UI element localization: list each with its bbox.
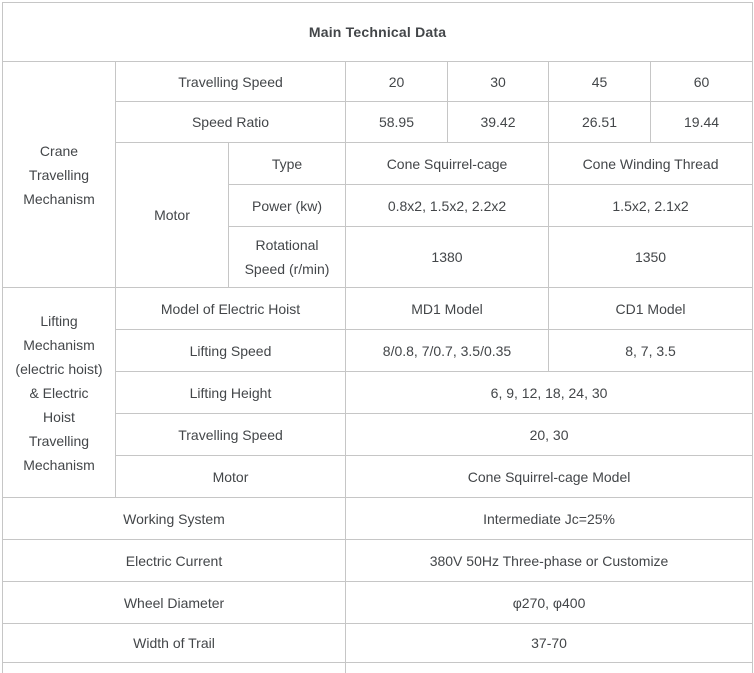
working-system-value: Intermediate Jc=25% [346, 498, 753, 540]
lifting-speed-value: 8/0.8, 7/0.7, 3.5/0.35 [346, 330, 549, 372]
table-row [3, 288, 753, 330]
row-label-lifting-speed: Lifting Speed [116, 330, 346, 372]
row-label-hoist-model: Model of Electric Hoist [116, 288, 346, 330]
table-row [3, 143, 753, 185]
row-label-travelling-speed: Travelling Speed [116, 62, 346, 102]
partial-cell [3, 663, 346, 673]
hoist-model-value: CD1 Model [549, 288, 753, 330]
travelling-speed-value: 20 [346, 62, 448, 102]
wheel-diameter-value: φ270, φ400 [346, 582, 753, 624]
row-label-hoist-motor: Motor [116, 456, 346, 498]
speed-ratio-value: 26.51 [549, 102, 651, 143]
title-row [3, 3, 753, 62]
row-label-hoist-travelling-speed: Travelling Speed [116, 414, 346, 456]
speed-ratio-value: 58.95 [346, 102, 448, 143]
travelling-speed-value: 60 [651, 62, 753, 102]
hoist-motor-value: Cone Squirrel-cage Model [346, 456, 753, 498]
rotational-speed-value: 1380 [346, 227, 549, 288]
table-row [3, 582, 753, 624]
section-label-text: Crane Travelling Mechanism [23, 142, 95, 207]
row-label-working-system: Working System [3, 498, 346, 540]
section-label-lifting-mechanism [3, 288, 116, 498]
width-of-trail-value: 37-70 [346, 624, 753, 663]
table-row [3, 540, 753, 582]
table-row [3, 62, 753, 102]
electric-current-value: 380V 50Hz Three-phase or Customize [346, 540, 753, 582]
row-label-electric-current: Electric Current [3, 540, 346, 582]
motor-type-value: Cone Squirrel-cage [346, 143, 549, 185]
row-label-wheel-diameter: Wheel Diameter [3, 582, 346, 624]
row-label-lifting-height: Lifting Height [116, 372, 346, 414]
hoist-model-value: MD1 Model [346, 288, 549, 330]
row-label-rotational-speed [229, 227, 346, 288]
table-row [3, 372, 753, 414]
partial-cell [346, 663, 753, 673]
table-row [3, 624, 753, 663]
rotational-speed-value: 1350 [549, 227, 753, 288]
row-label-motor: Motor [116, 143, 229, 288]
table-row [3, 330, 753, 372]
motor-power-value: 0.8x2, 1.5x2, 2.2x2 [346, 185, 549, 227]
technical-data-table [2, 2, 753, 673]
speed-ratio-value: 39.42 [448, 102, 549, 143]
lifting-speed-value: 8, 7, 3.5 [549, 330, 753, 372]
hoist-travelling-speed-value: 20, 30 [346, 414, 753, 456]
row-label-motor-type: Type [229, 143, 346, 185]
table-row [3, 414, 753, 456]
travelling-speed-value: 30 [448, 62, 549, 102]
row-label-width-of-trail: Width of Trail [3, 624, 346, 663]
motor-type-value: Cone Winding Thread [549, 143, 753, 185]
table-row [3, 102, 753, 143]
travelling-speed-value: 45 [549, 62, 651, 102]
speed-ratio-value: 19.44 [651, 102, 753, 143]
table-row [3, 498, 753, 540]
section-label-crane-travelling-mechanism [3, 62, 116, 288]
row-label-motor-power: Power (kw) [229, 185, 346, 227]
row-label-speed-ratio: Speed Ratio [116, 102, 346, 143]
page-title: Main Technical Data [3, 3, 753, 62]
lifting-height-value: 6, 9, 12, 18, 24, 30 [346, 372, 753, 414]
partial-row [3, 663, 753, 673]
row-label-text: Rotational Speed (r/min) [244, 237, 330, 277]
table-row [3, 456, 753, 498]
motor-power-value: 1.5x2, 2.1x2 [549, 185, 753, 227]
section-label-text: Lifting Mechanism (electric hoist) & Electric Hoist Travelling Mechanism [15, 312, 103, 473]
